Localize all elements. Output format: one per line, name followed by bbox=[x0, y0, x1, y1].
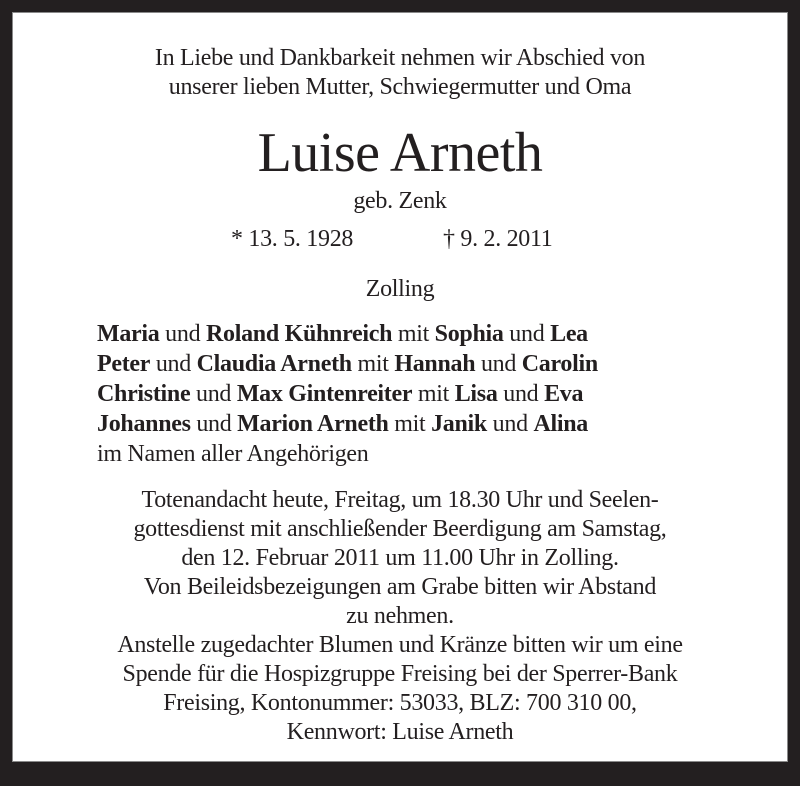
connector: und bbox=[475, 351, 522, 377]
connector: und bbox=[503, 321, 551, 347]
connector: und bbox=[486, 411, 534, 437]
connector: mit bbox=[388, 411, 432, 437]
family-name: Janik bbox=[431, 411, 487, 437]
family-name: Lisa bbox=[454, 381, 498, 407]
connector: und bbox=[497, 381, 545, 407]
family-name: Sophia bbox=[434, 321, 504, 347]
service-line-5: zu nehmen. bbox=[346, 603, 454, 629]
relatives-note: im Namen aller Angehörigen bbox=[97, 441, 369, 467]
family-name: Max Gintenreiter bbox=[236, 381, 413, 407]
family-name: Peter bbox=[97, 351, 151, 377]
service-line-3: den 12. Februar 2011 um 11.00 Uhr in Zolling. bbox=[181, 545, 619, 571]
obituary-notice bbox=[12, 12, 788, 762]
family-name: Alina bbox=[533, 411, 589, 437]
family-name: Christine bbox=[97, 381, 191, 407]
connector: mit bbox=[412, 381, 455, 407]
service-line-1: Totenandacht heute, Freitag, um 18.30 Uhr und Seelen- bbox=[141, 487, 659, 513]
family-line-5 bbox=[97, 439, 598, 469]
family-list bbox=[97, 319, 598, 469]
service-line-2: gottesdienst mit anschließender Beerdigung am Samstag, bbox=[133, 516, 667, 542]
family-line-2 bbox=[97, 349, 598, 379]
family-name: Eva bbox=[544, 381, 584, 407]
family-line-4 bbox=[97, 409, 598, 439]
birth-date: * 13. 5. 1928 bbox=[231, 226, 354, 252]
maiden-name: geb. Zenk bbox=[353, 188, 447, 214]
death-date: † 9. 2. 2011 bbox=[443, 226, 553, 252]
family-name: Roland Kühnreich bbox=[206, 321, 393, 347]
family-name: Maria bbox=[97, 321, 160, 347]
donation-line-2: Spende für die Hospizgruppe Freising bei der Sperrer-Bank bbox=[122, 661, 678, 687]
connector: und bbox=[150, 351, 197, 377]
donation-line-1: Anstelle zugedachter Blumen und Kränze bitten wir um eine bbox=[117, 632, 683, 658]
connector: und bbox=[159, 321, 206, 347]
connector: mit bbox=[392, 321, 435, 347]
family-name: Lea bbox=[550, 321, 588, 347]
family-name: Carolin bbox=[521, 351, 598, 377]
service-line-4: Von Beileidsbezeigungen am Grabe bitten wir Abstand bbox=[143, 574, 657, 600]
family-name: Claudia Arneth bbox=[196, 351, 352, 377]
family-name: Marion Arneth bbox=[237, 411, 389, 437]
deceased-name: Luise Arneth bbox=[257, 122, 543, 184]
connector: und bbox=[190, 411, 238, 437]
donation-line-3: Freising, Kontonummer: 53033, BLZ: 700 310 00, bbox=[163, 690, 637, 716]
family-line-1 bbox=[97, 319, 598, 349]
connector: mit bbox=[351, 351, 395, 377]
place: Zolling bbox=[365, 276, 435, 302]
family-name: Johannes bbox=[97, 411, 191, 437]
life-dates bbox=[13, 225, 787, 253]
intro-line-1: In Liebe und Dankbarkeit nehmen wir Abschied von bbox=[154, 45, 646, 71]
family-name: Hannah bbox=[394, 351, 476, 377]
donation-line-4: Kennwort: Luise Arneth bbox=[286, 719, 514, 745]
intro-line-2: unserer lieben Mutter, Schwiegermutter und Oma bbox=[168, 74, 632, 100]
family-line-3 bbox=[97, 379, 598, 409]
connector: und bbox=[190, 381, 237, 407]
